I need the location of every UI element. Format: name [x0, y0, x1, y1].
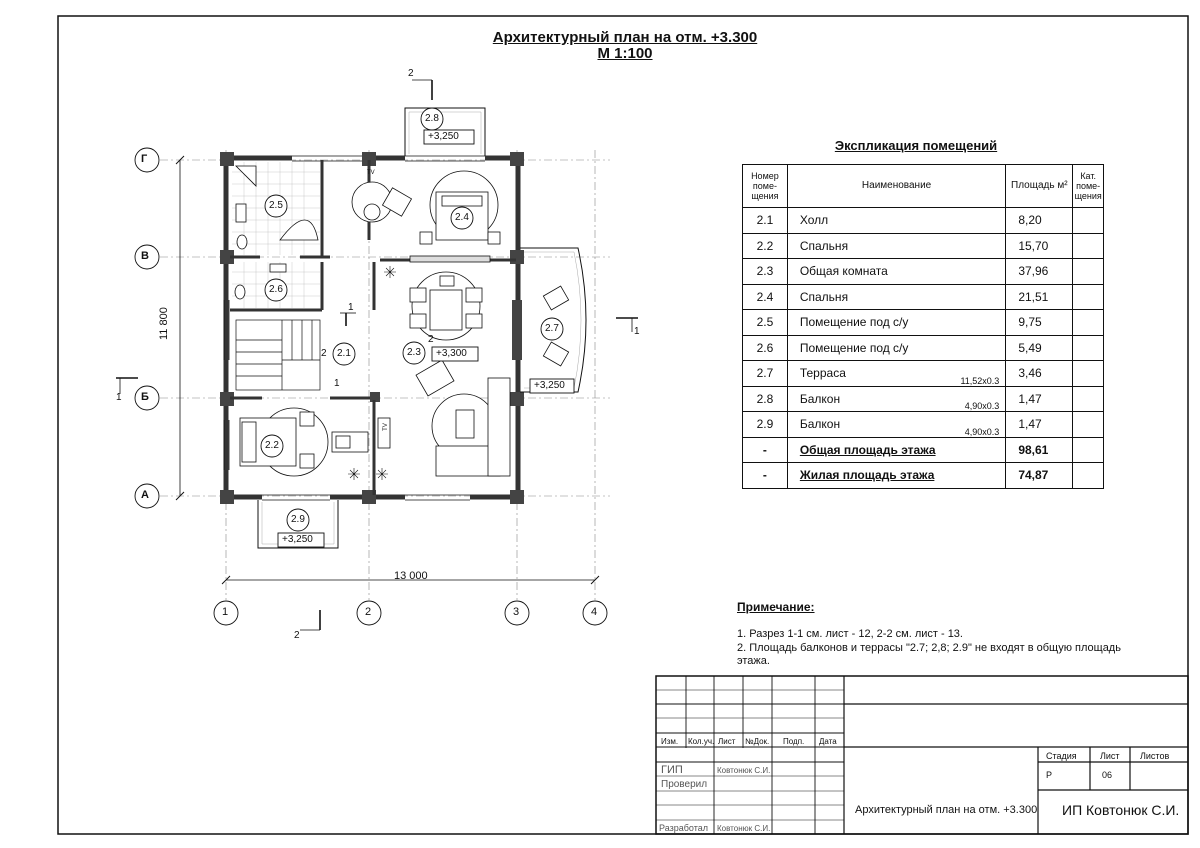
explication-table — [742, 164, 1104, 489]
total-area: 74,87 — [1006, 463, 1073, 489]
table-row — [743, 335, 1104, 361]
cell-name — [787, 361, 1005, 387]
table-total-row — [743, 437, 1104, 463]
notes-title: Примечание: — [737, 600, 815, 614]
floor-plan — [116, 80, 638, 630]
cell-area: 1,47 — [1006, 386, 1073, 412]
total-area: 98,61 — [1006, 437, 1073, 463]
cell-cat — [1073, 361, 1104, 387]
cell-no: - — [743, 463, 788, 489]
room-name: Балкон — [799, 417, 841, 432]
axis-label-4: 4 — [591, 606, 598, 618]
total-label: Общая площадь этажа — [787, 437, 1005, 463]
cell-no: - — [743, 437, 788, 463]
stamp-organization: ИП Ковтонюк С.И. — [1062, 802, 1180, 818]
cell-cat — [1073, 437, 1104, 463]
cell-name — [787, 233, 1005, 259]
tv-label: TV — [367, 170, 375, 176]
cell-name — [787, 335, 1005, 361]
room-name: Спальня — [799, 238, 849, 253]
room-name: Помещение под с/у — [799, 315, 909, 330]
total-label: Жилая площадь этажа — [787, 463, 1005, 489]
room-number: 2.8 — [425, 113, 439, 124]
stamp-col-data: Дата — [819, 737, 837, 746]
drawing-title-line1: Архитектурный план на отм. +3.300 — [492, 29, 758, 46]
cell-name — [787, 310, 1005, 336]
cell-cat — [1073, 386, 1104, 412]
cell-name — [787, 386, 1005, 412]
axis-label-1: 1 — [222, 606, 229, 618]
section-mark-2-top: 2 — [408, 68, 414, 79]
room-number: 2.1 — [337, 348, 351, 359]
room-name: Холл — [799, 213, 829, 228]
room-name: Балкон — [799, 391, 841, 406]
table-row — [743, 310, 1104, 336]
cell-name — [787, 259, 1005, 285]
col-header-area: Площадь м² — [1006, 165, 1073, 208]
stamp-person: Ковтонюк С.И. — [717, 766, 771, 775]
table-row — [743, 284, 1104, 310]
axis-label-g: Г — [141, 153, 148, 165]
cell-area: 37,96 — [1006, 259, 1073, 285]
stamp-col-list: Лист — [718, 737, 736, 746]
cell-area: 3,46 — [1006, 361, 1073, 387]
room-number: 2.9 — [291, 514, 305, 525]
room-number: 2.7 — [545, 323, 559, 334]
stamp-person: Ковтонюк С.И. — [717, 824, 771, 833]
cell-area: 5,49 — [1006, 335, 1073, 361]
table-total-row — [743, 463, 1104, 489]
cell-name — [787, 412, 1005, 438]
cell-cat — [1073, 412, 1104, 438]
note-item: этажа. — [737, 655, 770, 667]
drawing-scale: М 1:100 — [597, 45, 653, 62]
section-mark-2-inner: 2 — [428, 334, 434, 345]
explication-title: Экспликация помещений — [834, 138, 998, 153]
col-header-name: Наименование — [787, 165, 1005, 208]
cell-cat — [1073, 463, 1104, 489]
cell-cat — [1073, 284, 1104, 310]
cell-area: 21,51 — [1006, 284, 1073, 310]
cell-no: 2.1 — [743, 208, 788, 234]
cell-area: 1,47 — [1006, 412, 1073, 438]
drawing-title — [400, 30, 850, 62]
room-number: 2.2 — [265, 440, 279, 451]
cell-no: 2.6 — [743, 335, 788, 361]
cell-area: 8,20 — [1006, 208, 1073, 234]
tv-label: TV — [382, 423, 389, 431]
stamp-col-ndok: №Док. — [745, 737, 770, 746]
cell-no: 2.2 — [743, 233, 788, 259]
axis-label-v: В — [141, 250, 149, 262]
cell-cat — [1073, 335, 1104, 361]
cell-no: 2.5 — [743, 310, 788, 336]
section-mark-2-bottom: 2 — [294, 630, 300, 641]
note-item: 2. Площадь балконов и террасы "2.7; 2,8; 2.9" не входят в общую площадь — [737, 642, 1121, 654]
stamp-stage-label: Стадия — [1046, 751, 1077, 761]
table-row — [743, 412, 1104, 438]
cell-no: 2.9 — [743, 412, 788, 438]
area-formula: 4,90х0.3 — [964, 426, 1000, 437]
axis-label-b: Б — [141, 391, 149, 403]
cell-area: 15,70 — [1006, 233, 1073, 259]
room-name: Помещение под с/у — [799, 340, 909, 355]
area-formula: 4,90х0.3 — [964, 401, 1000, 411]
section-mark-1-right: 1 — [634, 326, 640, 337]
dimension-width: 13 000 — [394, 570, 428, 582]
area-formula: 11,52х0.3 — [960, 375, 1000, 386]
table-row — [743, 233, 1104, 259]
cell-cat — [1073, 259, 1104, 285]
stamp-role: Разработал — [659, 823, 708, 833]
cell-no: 2.3 — [743, 259, 788, 285]
cell-cat — [1073, 208, 1104, 234]
cell-cat — [1073, 233, 1104, 259]
room-number: 2.6 — [269, 284, 283, 295]
section-mark-1-left: 1 — [116, 392, 122, 403]
section-mark-1-inner: 1 — [348, 302, 354, 313]
room-number: 2.4 — [455, 212, 469, 223]
cell-area: 9,75 — [1006, 310, 1073, 336]
section-mark-2-inner-b: 2 — [321, 348, 327, 359]
note-item: 1. Разрез 1-1 см. лист - 12, 2-2 см. лист - 13. — [737, 628, 963, 640]
room-name: Спальня — [799, 289, 849, 304]
stamp-stage-value: Р — [1046, 770, 1053, 780]
axis-label-3: 3 — [513, 606, 520, 618]
table-row — [743, 259, 1104, 285]
stamp-sheets-label: Листов — [1140, 751, 1170, 761]
level-marker: +3,300 — [436, 348, 467, 359]
section-mark-1-inner-b: 1 — [334, 378, 340, 389]
stamp-sheet-value: 06 — [1102, 770, 1113, 780]
table-row — [743, 361, 1104, 387]
stamp-col-koluch: Кол.уч. — [688, 737, 715, 746]
level-marker: +3,250 — [534, 380, 565, 391]
stamp-role: Проверил — [661, 779, 708, 790]
cell-no: 2.4 — [743, 284, 788, 310]
stamp-doc-title: Архитектурный план на отм. +3.300 — [855, 804, 1038, 816]
axis-label-2: 2 — [365, 606, 372, 618]
dimension-height: 11 800 — [158, 307, 170, 340]
table-header-row — [743, 165, 1104, 208]
cell-no: 2.7 — [743, 361, 788, 387]
cell-no: 2.8 — [743, 386, 788, 412]
room-number: 2.5 — [269, 200, 283, 211]
room-name: Общая комната — [799, 264, 888, 279]
stamp-col-podp: Подп. — [783, 737, 805, 746]
axis-label-a: А — [141, 489, 149, 501]
cell-cat — [1073, 310, 1104, 336]
level-marker: +3,250 — [428, 131, 459, 142]
stamp-sheet-label: Лист — [1100, 751, 1120, 761]
room-name: Терраса — [799, 366, 846, 381]
room-number: 2.3 — [407, 347, 421, 358]
col-header-cat: Кат. поме-щения — [1073, 165, 1104, 208]
stamp-role: ГИП — [661, 764, 683, 776]
col-header-no: Номер поме-щения — [743, 165, 788, 208]
cell-name — [787, 208, 1005, 234]
cell-name — [787, 284, 1005, 310]
table-row — [743, 208, 1104, 234]
level-marker: +3,250 — [282, 534, 313, 545]
table-row — [743, 386, 1104, 412]
stamp-col-izm: Изм. — [661, 737, 679, 746]
